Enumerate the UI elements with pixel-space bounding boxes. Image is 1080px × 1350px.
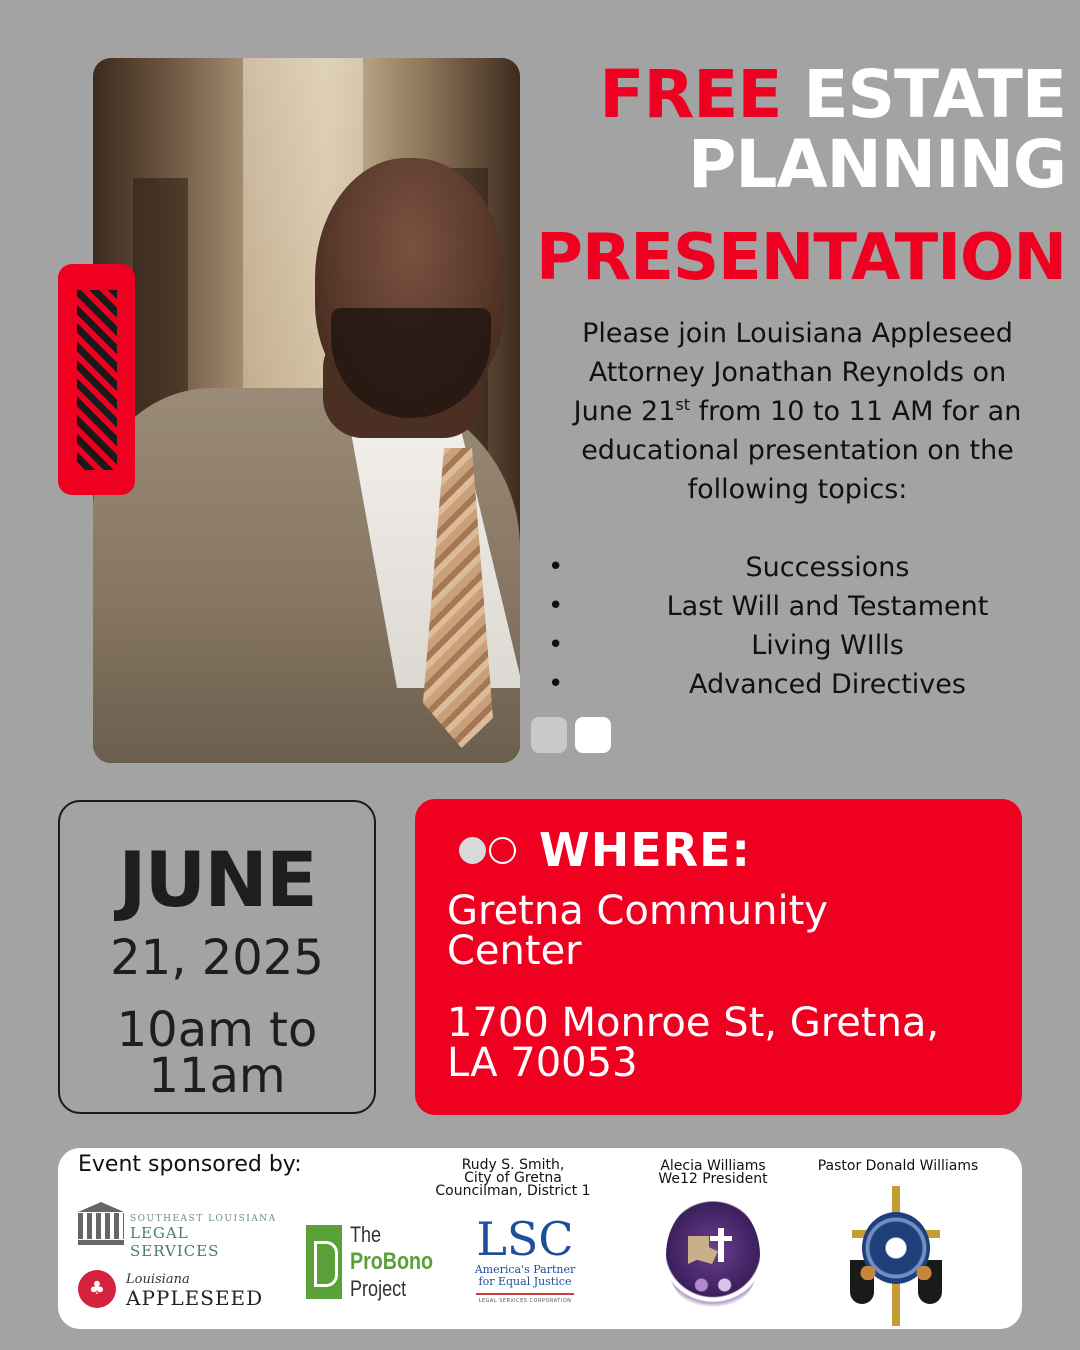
headline-estate: ESTATE <box>803 56 1066 133</box>
topic-label: Advanced Directives <box>689 669 966 700</box>
sponsor-pastor-donald-williams <box>798 1160 998 1173</box>
time-line: 10am to <box>116 1001 318 1058</box>
headline-line1 <box>536 56 1066 133</box>
dot-ring-icon <box>489 837 516 864</box>
venue-name <box>447 888 1007 974</box>
address-line: LA 70053 <box>447 1040 638 1086</box>
sponsor-rudy-smith <box>418 1159 608 1198</box>
list-item <box>540 587 1060 626</box>
decorative-square-grey <box>531 717 567 753</box>
date-card <box>58 800 376 1114</box>
presenter-photo <box>93 58 520 763</box>
logo-text: LEGAL SERVICES <box>130 1224 220 1260</box>
where-card <box>415 799 1022 1115</box>
logo-divider <box>476 1293 574 1295</box>
intro-line <box>540 392 1055 431</box>
decorative-dots <box>459 837 516 864</box>
intro-line: Attorney Jonathan Reynolds on <box>588 357 1007 388</box>
address-line: 1700 Monroe St, Gretna, <box>447 1000 940 1046</box>
sponsor-alecia-williams <box>648 1160 778 1186</box>
intro-date-suffix: st <box>675 395 691 414</box>
time-line: 11am <box>148 1047 286 1104</box>
building-icon <box>78 1202 124 1246</box>
southeast-louisiana-legal-services-logo <box>78 1200 278 1260</box>
church-cross-emblem <box>848 1186 944 1326</box>
topic-label: Successions <box>745 552 910 583</box>
list-item <box>540 626 1060 665</box>
dot-filled-icon <box>459 837 486 864</box>
cross-icon <box>718 1228 724 1262</box>
decorative-red-tab <box>58 264 135 495</box>
hands-icon <box>856 1266 936 1280</box>
logo-text: for Equal Justice <box>478 1275 572 1288</box>
logo-text: LEGAL SERVICES CORPORATION <box>478 1298 572 1304</box>
sponsor-line: We12 President <box>658 1171 768 1187</box>
logo-text: The <box>350 1222 382 1247</box>
logo-text: Louisiana <box>126 1272 190 1287</box>
logo-text: APPLESEED <box>126 1286 264 1310</box>
date-month: JUNE <box>118 835 316 924</box>
headline-free: FREE <box>599 56 782 133</box>
bullet-icon: • <box>548 630 564 660</box>
date-day-year: 21, 2025 <box>110 930 324 986</box>
venue-address <box>447 1000 1007 1086</box>
venue-line: Gretna Community <box>447 888 828 934</box>
decorative-square-white <box>575 717 611 753</box>
where-title: WHERE: <box>539 823 751 877</box>
list-item <box>540 665 1060 704</box>
logo-text: Project <box>350 1276 407 1301</box>
intro-date: June 21 <box>573 396 676 427</box>
topic-label: Last Will and Testament <box>666 591 989 622</box>
intro-paragraph <box>540 314 1055 509</box>
headline-presentation: PRESENTATION <box>536 221 1066 295</box>
sponsor-line: City of Gretna <box>464 1170 562 1186</box>
headline-planning: PLANNING <box>688 126 1066 203</box>
intro-line: following topics: <box>687 474 908 505</box>
date-time <box>60 1001 374 1104</box>
logo-text: ProBono <box>350 1248 434 1275</box>
logo-text: LSC <box>476 1212 574 1266</box>
sponsor-line: Rudy S. Smith, <box>461 1157 565 1173</box>
intro-time: from 10 to 11 AM for an <box>690 396 1022 427</box>
bullet-icon: • <box>548 552 564 582</box>
logo-text: SOUTHEAST LOUISIANA <box>130 1214 277 1224</box>
sponsor-line: Alecia Williams <box>660 1158 766 1174</box>
louisiana-appleseed-logo <box>78 1268 278 1312</box>
probono-mark-icon <box>306 1225 342 1299</box>
list-item <box>540 548 1060 587</box>
women-of-grace-emblem <box>666 1198 760 1312</box>
probono-project-logo <box>306 1222 456 1302</box>
sponsor-line: Councilman, District 1 <box>435 1183 591 1199</box>
intro-line: Please join Louisiana Appleseed <box>582 318 1013 349</box>
topic-label: Living WIlls <box>751 630 904 661</box>
sponsor-line: Pastor Donald Williams <box>817 1158 979 1174</box>
flowers-icon <box>684 1276 742 1294</box>
venue-line: Center <box>447 928 582 974</box>
appleseed-seal-icon: ♣ <box>78 1270 116 1308</box>
sponsors-card <box>58 1148 1022 1329</box>
intro-line: educational presentation on the <box>581 435 1014 466</box>
bullet-icon: • <box>548 591 564 621</box>
lsc-logo <box>470 1212 580 1312</box>
logo-text: America's Partner <box>474 1263 576 1276</box>
logo-text <box>470 1264 580 1288</box>
topics-list <box>540 548 1060 704</box>
headline <box>536 56 1066 295</box>
bullet-icon: • <box>548 669 564 699</box>
sponsors-title: Event sponsored by: <box>78 1152 302 1177</box>
stripes-icon <box>77 290 117 470</box>
